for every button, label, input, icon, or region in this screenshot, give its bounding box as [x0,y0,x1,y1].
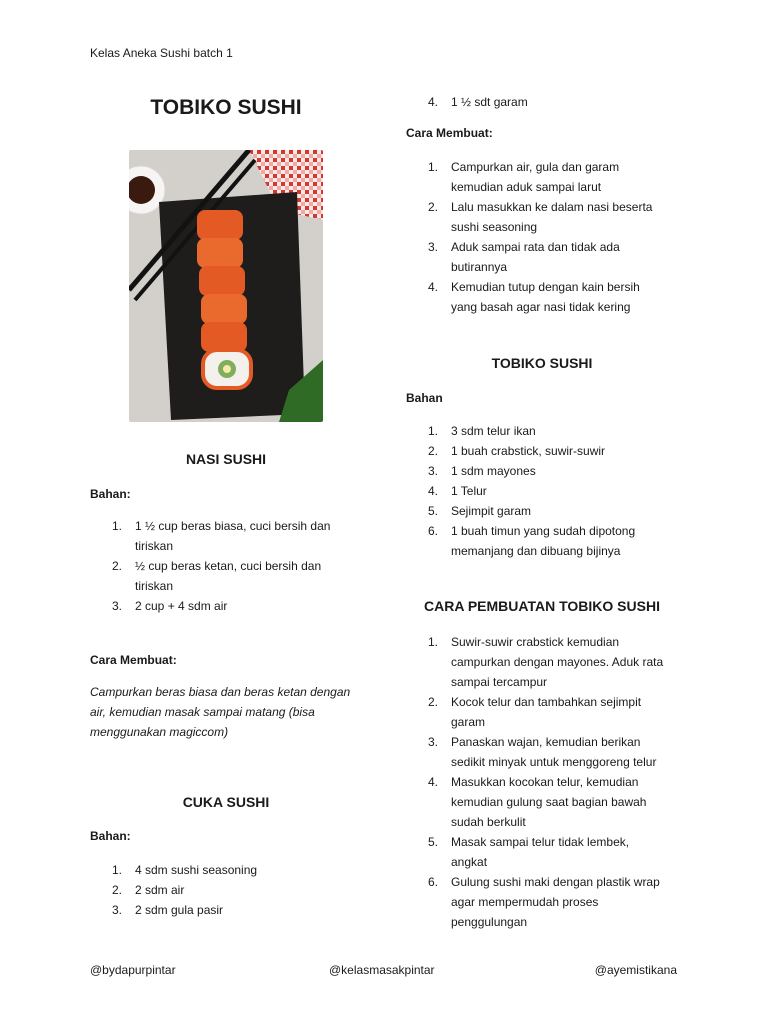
tobiko-bahan-label: Bahan [406,391,443,405]
list-item: 2. 2 sdm air [112,883,185,897]
cuka-sushi-heading: CUKA SUSHI [182,794,270,810]
list-item: 2. ½ cup beras ketan, cuci bersih dan tiriskan [112,559,322,593]
list-item: 1. Campurkan air, gula dan garam kemudian aduk sampai larut [428,160,620,194]
list-item: 6. Gulung sushi maki dengan plastik wrap agar mempermudah proses penggulungan [428,875,660,929]
cara-pembuatan-list [406,632,706,932]
list-item: 6. 1 buah timun yang sudah dipotong memanjang dan dibuang bijinya [428,524,636,558]
list-item: 4. 1 ½ sdt garam [428,95,528,109]
nasi-cara-text: Campurkan beras biasa dan beras ketan dengan air, kemudian masak sampai matang (bisa menggunakan magiccom) [90,685,351,739]
list-item: 4. Kemudian tutup dengan kain bersih yang basah agar nasi tidak kering [428,280,640,314]
footer-center-handle: @kelasmasakpintar [329,963,435,977]
page-title: TOBIKO SUSHI [150,96,302,119]
cara-pembuatan-heading: CARA PEMBUATAN TOBIKO SUSHI [424,598,660,614]
footer-right-handle: @ayemistikana [594,963,677,977]
list-item: 2. 1 buah crabstick, suwir-suwir [428,444,606,458]
list-item: 1. 1 ½ cup beras biasa, cuci bersih dan tiriskan [112,519,331,553]
list-item: 5. Sejimpit garam [428,504,532,518]
sushi-photo [129,150,323,422]
footer-left-handle: @bydapurpintar [90,963,176,977]
list-item: 3. Aduk sampai rata dan tidak ada butirannya [428,240,620,274]
list-item: 1. Suwir-suwir crabstick kemudian campurkan dengan mayones. Aduk rata sampai tercampur [428,635,664,689]
nasi-cara-label: Cara Membuat: [90,653,177,667]
list-item: 3. 2 cup + 4 sdm air [112,599,228,613]
cuka-cara-label: Cara Membuat: [406,126,493,140]
nasi-bahan-list [90,516,380,616]
tobiko-sushi-heading: TOBIKO SUSHI [491,355,593,371]
cuka-bahan-label: Bahan: [90,829,131,843]
cuka-cara-list [406,157,706,317]
nasi-sushi-heading: NASI SUSHI [185,451,267,467]
nasi-bahan-label: Bahan: [90,487,131,501]
cuka-bahan-list-continued [406,92,706,112]
list-item: 3. 2 sdm gula pasir [112,903,224,917]
list-item: 3. Panaskan wajan, kemudian berikan sedikit minyak untuk menggoreng telur [428,735,657,769]
list-item: 3. 1 sdm mayones [428,464,536,478]
list-item: 4. Masukkan kocokan telur, kemudian kemudian gulung saat bagian bawah sudah berkulit [428,775,647,829]
tobiko-bahan-list [406,421,706,561]
list-item: 2. Kocok telur dan tambahkan sejimpit garam [428,695,642,729]
list-item: 1. 4 sdm sushi seasoning [112,863,258,877]
list-item: 1. 3 sdm telur ikan [428,424,536,438]
cuka-bahan-list [90,860,380,920]
page-header: Kelas Aneka Sushi batch 1 [90,46,233,60]
list-item: 4. 1 Telur [428,484,487,498]
list-item: 5. Masak sampai telur tidak lembek, angkat [428,835,630,869]
list-item: 2. Lalu masukkan ke dalam nasi beserta sushi seasoning [428,200,653,234]
